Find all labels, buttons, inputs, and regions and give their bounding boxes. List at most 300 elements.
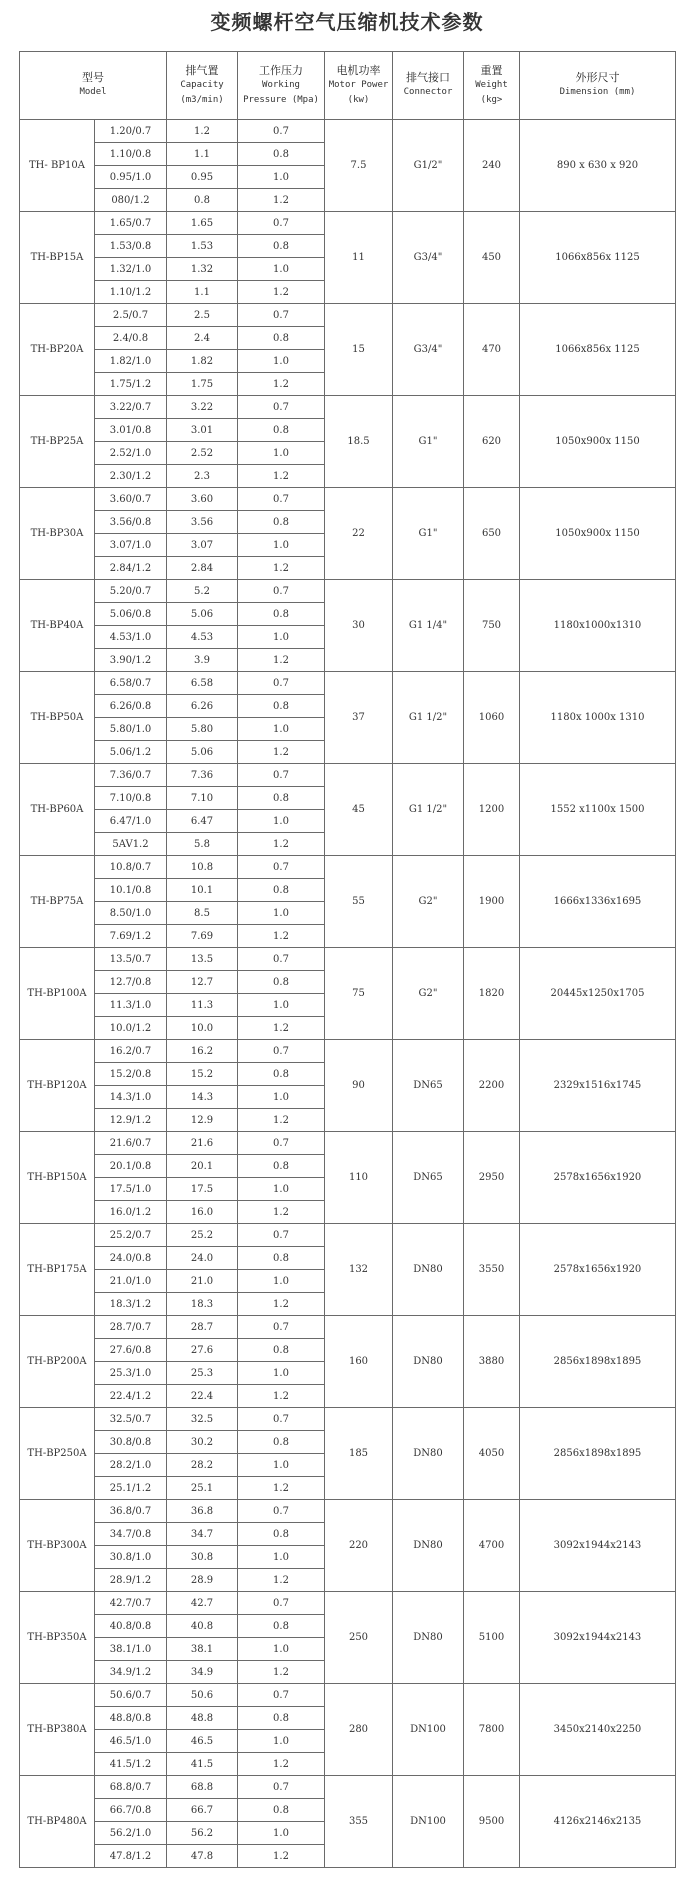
capacity-cell: 4.53 <box>167 626 238 649</box>
pressure-cell: 0.7 <box>238 672 325 695</box>
capacity-cell: 25.3 <box>167 1362 238 1385</box>
dimension-cell: 3092x1944x2143 <box>520 1500 676 1592</box>
pressure-cell: 0.8 <box>238 511 325 534</box>
pressure-cell: 0.8 <box>238 1063 325 1086</box>
table-row <box>20 1316 676 1339</box>
table-row <box>20 488 676 511</box>
table-row <box>20 580 676 603</box>
weight-cell: 470 <box>464 304 520 396</box>
header-model <box>20 52 167 120</box>
model-cell: TH-BP380A <box>20 1684 95 1776</box>
pressure-cell: 1.0 <box>238 1454 325 1477</box>
capacity-cell: 2.3 <box>167 465 238 488</box>
power-cell: 355 <box>325 1776 393 1868</box>
capacity-cell: 48.8 <box>167 1707 238 1730</box>
capacity-cell: 68.8 <box>167 1776 238 1799</box>
table-row <box>20 304 676 327</box>
header-capacity-en: Capacity <box>180 79 224 90</box>
model-cell: TH-BP350A <box>20 1592 95 1684</box>
capacity-cell: 0.8 <box>167 189 238 212</box>
variant-cell: 5.80/1.0 <box>95 718 167 741</box>
variant-cell: 41.5/1.2 <box>95 1753 167 1776</box>
power-cell: 160 <box>325 1316 393 1408</box>
capacity-cell: 2.4 <box>167 327 238 350</box>
capacity-cell: 16.0 <box>167 1201 238 1224</box>
pressure-cell: 1.0 <box>238 258 325 281</box>
weight-cell: 7800 <box>464 1684 520 1776</box>
pressure-cell: 1.0 <box>238 1086 325 1109</box>
weight-cell: 650 <box>464 488 520 580</box>
variant-cell: 8.50/1.0 <box>95 902 167 925</box>
capacity-cell: 17.5 <box>167 1178 238 1201</box>
dimension-cell: 2856x1898x1895 <box>520 1408 676 1500</box>
variant-cell: 14.3/1.0 <box>95 1086 167 1109</box>
table-row <box>20 1132 676 1155</box>
capacity-cell: 46.5 <box>167 1730 238 1753</box>
variant-cell: 2.4/0.8 <box>95 327 167 350</box>
pressure-cell: 0.7 <box>238 120 325 143</box>
variant-cell: 66.7/0.8 <box>95 1799 167 1822</box>
model-cell: TH-BP20A <box>20 304 95 396</box>
pressure-cell: 1.2 <box>238 281 325 304</box>
dimension-cell: 1180x1000x1310 <box>520 580 676 672</box>
power-cell: 90 <box>325 1040 393 1132</box>
pressure-cell: 0.8 <box>238 787 325 810</box>
variant-cell: 68.8/0.7 <box>95 1776 167 1799</box>
variant-cell: 34.7/0.8 <box>95 1523 167 1546</box>
capacity-cell: 8.5 <box>167 902 238 925</box>
dimension-cell: 2329x1516x1745 <box>520 1040 676 1132</box>
model-cell: TH-BP100A <box>20 948 95 1040</box>
capacity-cell: 38.1 <box>167 1638 238 1661</box>
pressure-cell: 0.7 <box>238 212 325 235</box>
capacity-cell: 28.9 <box>167 1569 238 1592</box>
dimension-cell: 890 x 630 x 920 <box>520 120 676 212</box>
pressure-cell: 1.2 <box>238 1293 325 1316</box>
pressure-cell: 1.0 <box>238 1730 325 1753</box>
pressure-cell: 1.2 <box>238 373 325 396</box>
connector-cell: DN80 <box>393 1224 464 1316</box>
dimension-cell: 1552 x1100x 1500 <box>520 764 676 856</box>
variant-cell: 1.10/0.8 <box>95 143 167 166</box>
variant-cell: 24.0/0.8 <box>95 1247 167 1270</box>
model-cell: TH-BP40A <box>20 580 95 672</box>
pressure-cell: 0.8 <box>238 1339 325 1362</box>
pressure-cell: 0.7 <box>238 1776 325 1799</box>
model-cell: TH-BP150A <box>20 1132 95 1224</box>
weight-cell: 3550 <box>464 1224 520 1316</box>
connector-cell: G1 1/2" <box>393 672 464 764</box>
capacity-cell: 50.6 <box>167 1684 238 1707</box>
capacity-cell: 7.36 <box>167 764 238 787</box>
pressure-cell: 0.7 <box>238 304 325 327</box>
variant-cell: 6.26/0.8 <box>95 695 167 718</box>
power-cell: 75 <box>325 948 393 1040</box>
variant-cell: 1.53/0.8 <box>95 235 167 258</box>
power-cell: 132 <box>325 1224 393 1316</box>
table-row <box>20 1776 676 1799</box>
weight-cell: 620 <box>464 396 520 488</box>
variant-cell: 1.82/1.0 <box>95 350 167 373</box>
table-row <box>20 1684 676 1707</box>
model-cell: TH-BP60A <box>20 764 95 856</box>
weight-cell: 750 <box>464 580 520 672</box>
variant-cell: 5.06/1.2 <box>95 741 167 764</box>
variant-cell: 1.32/1.0 <box>95 258 167 281</box>
capacity-cell: 3.07 <box>167 534 238 557</box>
pressure-cell: 1.0 <box>238 1362 325 1385</box>
header-weight-cn: 重置 <box>480 63 503 77</box>
pressure-cell: 1.2 <box>238 1569 325 1592</box>
variant-cell: 3.22/0.7 <box>95 396 167 419</box>
connector-cell: DN100 <box>393 1776 464 1868</box>
weight-cell: 4700 <box>464 1500 520 1592</box>
capacity-cell: 10.0 <box>167 1017 238 1040</box>
pressure-cell: 0.8 <box>238 695 325 718</box>
connector-cell: G3/4" <box>393 212 464 304</box>
pressure-cell: 0.8 <box>238 1707 325 1730</box>
capacity-cell: 2.84 <box>167 557 238 580</box>
weight-cell: 1200 <box>464 764 520 856</box>
variant-cell: 46.5/1.0 <box>95 1730 167 1753</box>
variant-cell: 16.2/0.7 <box>95 1040 167 1063</box>
variant-cell: 3.56/0.8 <box>95 511 167 534</box>
pressure-cell: 1.0 <box>238 626 325 649</box>
capacity-cell: 18.3 <box>167 1293 238 1316</box>
weight-cell: 1820 <box>464 948 520 1040</box>
variant-cell: 42.7/0.7 <box>95 1592 167 1615</box>
variant-cell: 20.1/0.8 <box>95 1155 167 1178</box>
pressure-cell: 0.7 <box>238 948 325 971</box>
pressure-cell: 1.0 <box>238 994 325 1017</box>
capacity-cell: 11.3 <box>167 994 238 1017</box>
pressure-cell: 1.0 <box>238 810 325 833</box>
connector-cell: DN100 <box>393 1684 464 1776</box>
variant-cell: 10.0/1.2 <box>95 1017 167 1040</box>
power-cell: 30 <box>325 580 393 672</box>
pressure-cell: 0.8 <box>238 1155 325 1178</box>
variant-cell: 2.52/1.0 <box>95 442 167 465</box>
pressure-cell: 0.8 <box>238 1247 325 1270</box>
pressure-cell: 1.2 <box>238 189 325 212</box>
pressure-cell: 0.8 <box>238 603 325 626</box>
header-dimension <box>520 52 676 120</box>
pressure-cell: 1.2 <box>238 1753 325 1776</box>
variant-cell: 6.47/1.0 <box>95 810 167 833</box>
power-cell: 280 <box>325 1684 393 1776</box>
dimension-cell: 1050x900x 1150 <box>520 396 676 488</box>
pressure-cell: 1.0 <box>238 534 325 557</box>
capacity-cell: 14.3 <box>167 1086 238 1109</box>
variant-cell: 1.65/0.7 <box>95 212 167 235</box>
model-cell: TH-BP30A <box>20 488 95 580</box>
power-cell: 22 <box>325 488 393 580</box>
header-pressure-en: Working <box>262 79 300 90</box>
pressure-cell: 1.2 <box>238 1201 325 1224</box>
table-row <box>20 120 676 143</box>
capacity-cell: 5.06 <box>167 603 238 626</box>
header-capacity <box>167 52 238 120</box>
header-capacity-unit: (m3/min) <box>180 94 224 105</box>
connector-cell: DN65 <box>393 1132 464 1224</box>
capacity-cell: 5.80 <box>167 718 238 741</box>
variant-cell: 21.6/0.7 <box>95 1132 167 1155</box>
capacity-cell: 27.6 <box>167 1339 238 1362</box>
capacity-cell: 36.8 <box>167 1500 238 1523</box>
variant-cell: 25.1/1.2 <box>95 1477 167 1500</box>
capacity-cell: 3.01 <box>167 419 238 442</box>
capacity-cell: 6.58 <box>167 672 238 695</box>
variant-cell: 56.2/1.0 <box>95 1822 167 1845</box>
table-row <box>20 212 676 235</box>
capacity-cell: 7.10 <box>167 787 238 810</box>
connector-cell: G1" <box>393 396 464 488</box>
model-cell: TH- BP10A <box>20 120 95 212</box>
table-row <box>20 1224 676 1247</box>
power-cell: 18.5 <box>325 396 393 488</box>
pressure-cell: 1.0 <box>238 718 325 741</box>
variant-cell: 38.1/1.0 <box>95 1638 167 1661</box>
capacity-cell: 15.2 <box>167 1063 238 1086</box>
model-cell: TH-BP25A <box>20 396 95 488</box>
spec-table-body <box>20 120 676 1868</box>
header-pressure <box>238 52 325 120</box>
variant-cell: 25.2/0.7 <box>95 1224 167 1247</box>
weight-cell: 4050 <box>464 1408 520 1500</box>
power-cell: 185 <box>325 1408 393 1500</box>
header-model-en: Model <box>79 87 107 97</box>
variant-cell: 13.5/0.7 <box>95 948 167 971</box>
table-row <box>20 764 676 787</box>
capacity-cell: 66.7 <box>167 1799 238 1822</box>
header-weight-en: Weight <box>475 79 508 90</box>
variant-cell: 11.3/1.0 <box>95 994 167 1017</box>
variant-cell: 28.9/1.2 <box>95 1569 167 1592</box>
power-cell: 45 <box>325 764 393 856</box>
variant-cell: 12.7/0.8 <box>95 971 167 994</box>
capacity-cell: 30.8 <box>167 1546 238 1569</box>
variant-cell: 3.01/0.8 <box>95 419 167 442</box>
pressure-cell: 1.2 <box>238 465 325 488</box>
pressure-cell: 1.2 <box>238 1661 325 1684</box>
pressure-cell: 1.2 <box>238 1385 325 1408</box>
pressure-cell: 0.8 <box>238 1523 325 1546</box>
header-capacity-cn: 排气置 <box>185 63 219 77</box>
capacity-cell: 5.06 <box>167 741 238 764</box>
table-row <box>20 672 676 695</box>
variant-cell: 6.58/0.7 <box>95 672 167 695</box>
dimension-cell: 1066x856x 1125 <box>520 212 676 304</box>
capacity-cell: 1.53 <box>167 235 238 258</box>
capacity-cell: 25.1 <box>167 1477 238 1500</box>
variant-cell: 36.8/0.7 <box>95 1500 167 1523</box>
dimension-cell: 1180x 1000x 1310 <box>520 672 676 764</box>
connector-cell: G1" <box>393 488 464 580</box>
capacity-cell: 1.65 <box>167 212 238 235</box>
capacity-cell: 6.26 <box>167 695 238 718</box>
header-pressure-en2: Pressure (Mpa) <box>243 94 319 105</box>
capacity-cell: 3.56 <box>167 511 238 534</box>
header-power-unit: (kw) <box>347 94 370 105</box>
variant-cell: 2.5/0.7 <box>95 304 167 327</box>
power-cell: 220 <box>325 1500 393 1592</box>
variant-cell: 27.6/0.8 <box>95 1339 167 1362</box>
capacity-cell: 2.52 <box>167 442 238 465</box>
pressure-cell: 1.2 <box>238 741 325 764</box>
capacity-cell: 56.2 <box>167 1822 238 1845</box>
header-power <box>325 52 393 120</box>
pressure-cell: 1.0 <box>238 350 325 373</box>
dimension-cell: 1666x1336x1695 <box>520 856 676 948</box>
variant-cell: 7.69/1.2 <box>95 925 167 948</box>
variant-cell: 3.07/1.0 <box>95 534 167 557</box>
weight-cell: 2950 <box>464 1132 520 1224</box>
dimension-cell: 3450x2140x2250 <box>520 1684 676 1776</box>
capacity-cell: 7.69 <box>167 925 238 948</box>
model-cell: TH-BP480A <box>20 1776 95 1868</box>
weight-cell: 240 <box>464 120 520 212</box>
dimension-cell: 4126x2146x2135 <box>520 1776 676 1868</box>
capacity-cell: 6.47 <box>167 810 238 833</box>
pressure-cell: 0.8 <box>238 1799 325 1822</box>
pressure-cell: 0.7 <box>238 1684 325 1707</box>
connector-cell: DN65 <box>393 1040 464 1132</box>
pressure-cell: 0.7 <box>238 1224 325 1247</box>
capacity-cell: 10.1 <box>167 879 238 902</box>
variant-cell: 5.20/0.7 <box>95 580 167 603</box>
variant-cell: 1.75/1.2 <box>95 373 167 396</box>
power-cell: 250 <box>325 1592 393 1684</box>
table-row <box>20 1592 676 1615</box>
pressure-cell: 1.0 <box>238 442 325 465</box>
variant-cell: 7.36/0.7 <box>95 764 167 787</box>
capacity-cell: 40.8 <box>167 1615 238 1638</box>
table-row <box>20 1040 676 1063</box>
variant-cell: 30.8/1.0 <box>95 1546 167 1569</box>
pressure-cell: 1.0 <box>238 1270 325 1293</box>
variant-cell: 1.20/0.7 <box>95 120 167 143</box>
header-power-cn: 电机功率 <box>336 63 381 77</box>
capacity-cell: 1.32 <box>167 258 238 281</box>
model-cell: TH-BP120A <box>20 1040 95 1132</box>
dimension-cell: 2578x1656x1920 <box>520 1132 676 1224</box>
variant-cell: 2.30/1.2 <box>95 465 167 488</box>
capacity-cell: 1.1 <box>167 143 238 166</box>
connector-cell: G3/4" <box>393 304 464 396</box>
header-connector <box>393 52 464 120</box>
pressure-cell: 0.8 <box>238 879 325 902</box>
capacity-cell: 25.2 <box>167 1224 238 1247</box>
variant-cell: 7.10/0.8 <box>95 787 167 810</box>
variant-cell: 5AV1.2 <box>95 833 167 856</box>
capacity-cell: 34.9 <box>167 1661 238 1684</box>
capacity-cell: 10.8 <box>167 856 238 879</box>
connector-cell: G2" <box>393 948 464 1040</box>
weight-cell: 1060 <box>464 672 520 764</box>
connector-cell: G1/2" <box>393 120 464 212</box>
header-weight <box>464 52 520 120</box>
connector-cell: G1 1/4" <box>393 580 464 672</box>
capacity-cell: 3.60 <box>167 488 238 511</box>
pressure-cell: 0.8 <box>238 1615 325 1638</box>
pressure-cell: 1.2 <box>238 557 325 580</box>
pressure-cell: 1.0 <box>238 1822 325 1845</box>
variant-cell: 30.8/0.8 <box>95 1431 167 1454</box>
variant-cell: 34.9/1.2 <box>95 1661 167 1684</box>
variant-cell: 5.06/0.8 <box>95 603 167 626</box>
spec-table <box>19 51 676 1868</box>
model-cell: TH-BP200A <box>20 1316 95 1408</box>
capacity-cell: 30.2 <box>167 1431 238 1454</box>
pressure-cell: 1.0 <box>238 902 325 925</box>
dimension-cell: 2856x1898x1895 <box>520 1316 676 1408</box>
capacity-cell: 32.5 <box>167 1408 238 1431</box>
variant-cell: 2.84/1.2 <box>95 557 167 580</box>
model-cell: TH-BP15A <box>20 212 95 304</box>
power-cell: 7.5 <box>325 120 393 212</box>
model-cell: TH-BP175A <box>20 1224 95 1316</box>
pressure-cell: 1.0 <box>238 1178 325 1201</box>
power-cell: 110 <box>325 1132 393 1224</box>
variant-cell: 0.95/1.0 <box>95 166 167 189</box>
capacity-cell: 12.9 <box>167 1109 238 1132</box>
page-title: 变频螺杆空气压缩机技术参数 <box>210 10 484 34</box>
capacity-cell: 1.2 <box>167 120 238 143</box>
pressure-cell: 0.7 <box>238 1500 325 1523</box>
header-pressure-cn: 工作压力 <box>259 63 303 77</box>
weight-cell: 5100 <box>464 1592 520 1684</box>
connector-cell: G2" <box>393 856 464 948</box>
dimension-cell: 3092x1944x2143 <box>520 1592 676 1684</box>
capacity-cell: 13.5 <box>167 948 238 971</box>
capacity-cell: 3.9 <box>167 649 238 672</box>
table-row <box>20 1500 676 1523</box>
capacity-cell: 2.5 <box>167 304 238 327</box>
capacity-cell: 0.95 <box>167 166 238 189</box>
weight-cell: 3880 <box>464 1316 520 1408</box>
connector-cell: G1 1/2" <box>393 764 464 856</box>
pressure-cell: 1.2 <box>238 649 325 672</box>
pressure-cell: 0.8 <box>238 419 325 442</box>
connector-cell: DN80 <box>393 1316 464 1408</box>
connector-cell: DN80 <box>393 1408 464 1500</box>
variant-cell: 1.10/1.2 <box>95 281 167 304</box>
weight-cell: 2200 <box>464 1040 520 1132</box>
pressure-cell: 1.2 <box>238 1477 325 1500</box>
capacity-cell: 1.82 <box>167 350 238 373</box>
variant-cell: 28.7/0.7 <box>95 1316 167 1339</box>
capacity-cell: 16.2 <box>167 1040 238 1063</box>
connector-cell: DN80 <box>393 1500 464 1592</box>
pressure-cell: 1.2 <box>238 925 325 948</box>
pressure-cell: 0.7 <box>238 1592 325 1615</box>
variant-cell: 080/1.2 <box>95 189 167 212</box>
header-connector-en: Connector <box>403 87 453 97</box>
table-row <box>20 1408 676 1431</box>
pressure-cell: 1.0 <box>238 1638 325 1661</box>
pressure-cell: 0.7 <box>238 488 325 511</box>
capacity-cell: 21.6 <box>167 1132 238 1155</box>
table-row <box>20 396 676 419</box>
header-dimension-cn: 外形尺寸 <box>575 71 620 84</box>
pressure-cell: 1.2 <box>238 833 325 856</box>
variant-cell: 10.1/0.8 <box>95 879 167 902</box>
dimension-cell: 2578x1656x1920 <box>520 1224 676 1316</box>
pressure-cell: 0.8 <box>238 235 325 258</box>
pressure-cell: 0.7 <box>238 1316 325 1339</box>
variant-cell: 3.90/1.2 <box>95 649 167 672</box>
pressure-cell: 0.7 <box>238 1132 325 1155</box>
